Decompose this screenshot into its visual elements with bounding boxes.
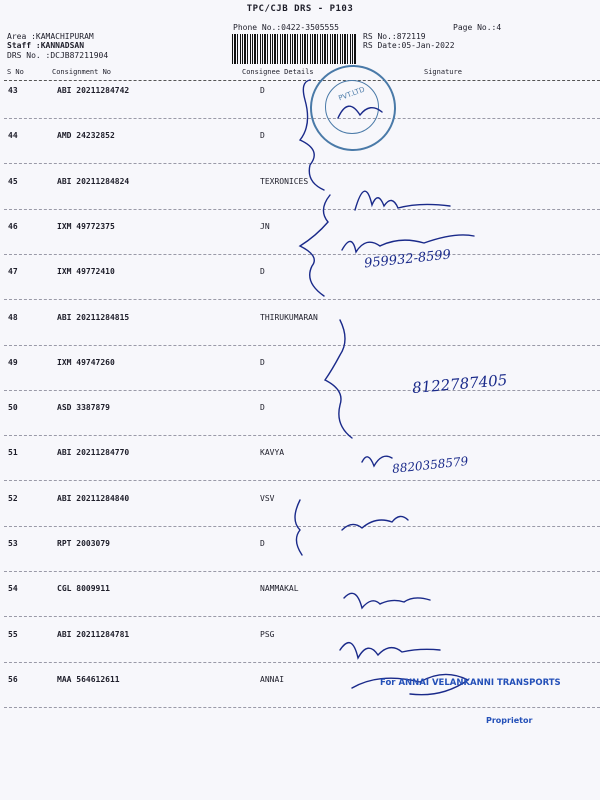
row-sno: 56 [8, 675, 18, 684]
row-consignment-number: RPT 2003079 [57, 539, 110, 548]
row-consignee: D [260, 539, 265, 548]
signature-43 [338, 106, 382, 118]
column-header-sno: S No [7, 68, 24, 76]
row-consignee: ANNAI [260, 675, 285, 684]
rs-date: RS Date:05-Jan-2022 [363, 41, 455, 50]
row-sno: 44 [8, 131, 18, 140]
row-consignee: PSG [260, 630, 275, 639]
row-consignment-number: IXM 49747260 [57, 358, 115, 367]
bracket-4 [295, 500, 302, 555]
row-consignee: D [260, 131, 265, 140]
signature-51 [362, 456, 392, 466]
row-consignee: NAMMAKAL [260, 584, 299, 593]
row-sno: 48 [8, 313, 18, 322]
drs-number: DRS No. :DCJB87211904 [7, 51, 109, 60]
row-consignee: TEXRONICES [260, 177, 309, 186]
signature-55 [340, 643, 440, 658]
row-sno: 47 [8, 267, 18, 276]
handwritten-phone-2: 8122787405 [411, 370, 509, 398]
row-consignee: KAVYA [260, 448, 285, 457]
bracket-2 [300, 195, 330, 296]
row-sno: 52 [8, 494, 18, 503]
row-consignment-number: IXM 49772410 [57, 267, 115, 276]
row-sno: 45 [8, 177, 18, 186]
proprietor-label: Proprietor [486, 716, 533, 725]
staff-label: Staff :KANNADSAN [7, 41, 85, 50]
row-consignee: D [260, 267, 265, 276]
row-consignee: JN [260, 222, 270, 231]
row-consignment-number: ABI 20211284781 [57, 630, 130, 639]
row-sno: 50 [8, 403, 18, 412]
column-header-consignee: Consignee Details [242, 68, 314, 76]
company-stamp: For ANNAI VELANKANNI TRANSPORTS [380, 678, 561, 688]
row-sno: 53 [8, 539, 18, 548]
row-sno: 55 [8, 630, 18, 639]
row-sno: 46 [8, 222, 18, 231]
row-consignment-number: ABI 20211284824 [57, 177, 130, 186]
column-header-consignment: Consignment No [52, 68, 112, 76]
row-consignee: D [260, 403, 265, 412]
signature-54 [344, 593, 430, 608]
row-sno: 54 [8, 584, 18, 593]
area-label: Area :KAMACHIPURAM [7, 32, 94, 41]
column-header-signature: Signature [424, 68, 462, 76]
bracket-1 [300, 80, 324, 190]
row-consignment-number: ABI 20211284815 [57, 313, 130, 322]
signature-46 [342, 235, 474, 252]
row-sno: 49 [8, 358, 18, 367]
page-number: Page No.:4 [453, 23, 502, 32]
row-consignment-number: ASD 3387879 [57, 403, 110, 412]
row-sno: 43 [8, 86, 18, 95]
row-sno: 51 [8, 448, 18, 457]
row-consignee: D [260, 358, 265, 367]
rs-number: RS No.:872119 [363, 32, 426, 41]
row-consignee: VSV [260, 494, 275, 503]
handwritten-phone-3: 8820358579 [391, 454, 469, 476]
document-title: TPC/CJB DRS - P103 [246, 4, 354, 14]
row-consignment-number: MAA 564612611 [57, 675, 120, 684]
row-consignment-number: IXM 49772375 [57, 222, 115, 231]
row-consignment-number: AMD 24232852 [57, 131, 115, 140]
row-consignment-number: CGL 8009911 [57, 584, 110, 593]
row-consignee: D [260, 86, 265, 95]
row-consignment-number: ABI 20211284770 [57, 448, 130, 457]
row-consignee: THIRUKUMARAN [260, 313, 318, 322]
round-stamp-text: PVT.LTD [337, 85, 366, 103]
phone-number: Phone No.:0422-3505555 [233, 23, 339, 32]
row-consignment-number: ABI 20211284840 [57, 494, 130, 503]
row-consignment-number: ABI 20211284742 [57, 86, 130, 95]
signature-52 [342, 516, 408, 530]
signature-45 [355, 191, 450, 210]
bracket-3 [325, 320, 352, 438]
handwritten-phone-1: 959932-8599 [363, 247, 452, 272]
